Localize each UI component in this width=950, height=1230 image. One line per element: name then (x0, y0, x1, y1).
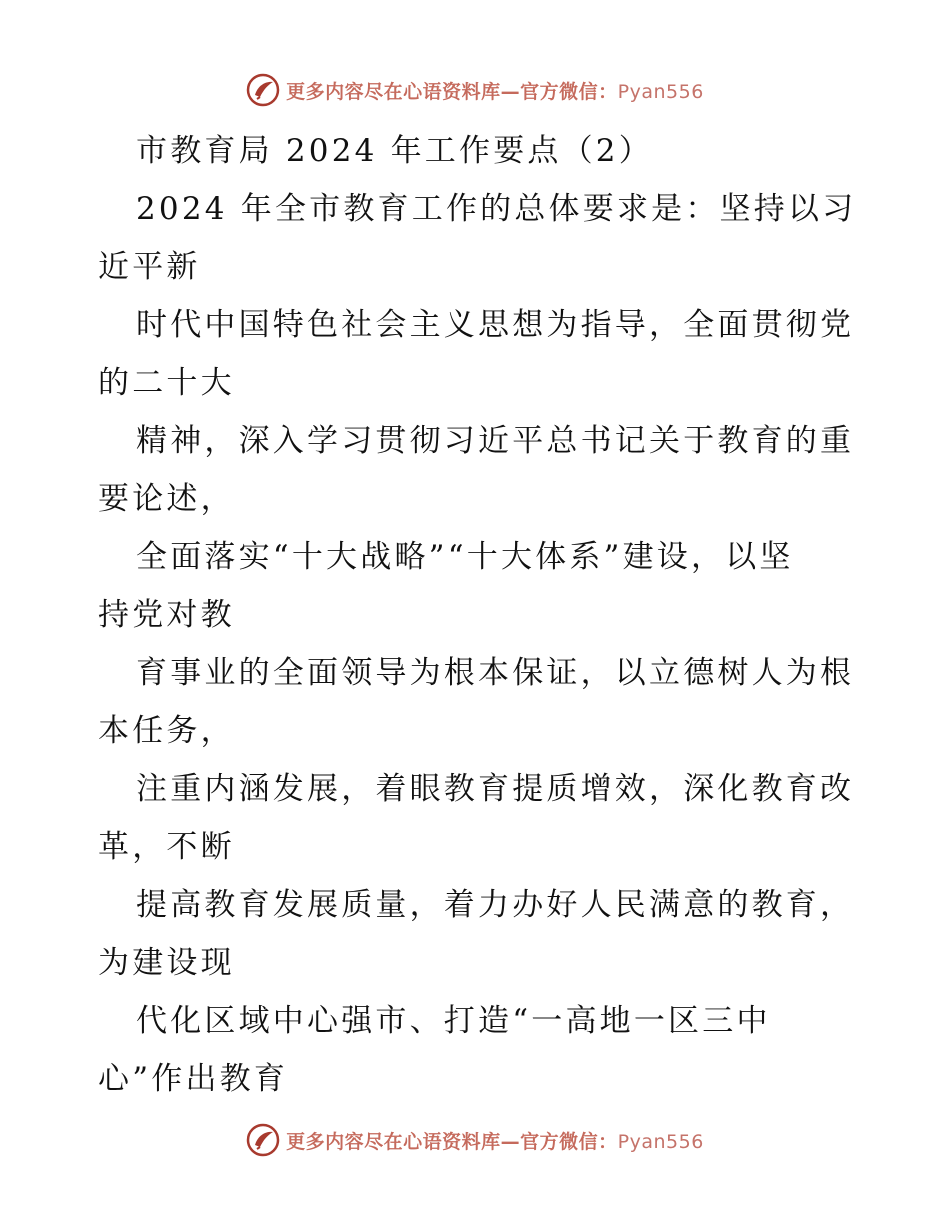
header-banner (0, 70, 950, 110)
footer-banner (0, 1120, 950, 1160)
footer-banner-handle: Pyan556 (617, 1130, 704, 1153)
footer-banner-inner (246, 1123, 704, 1157)
document-line: 2024 年全市教育工作的总体要求是：坚持以习 (136, 191, 857, 227)
document-line: 注重内涵发展，着眼教育提质增效，深化教育改 (136, 771, 855, 807)
document-line: 全面落实“十大战略”“十大体系”建设，以坚 (136, 539, 794, 575)
header-banner-handle: Pyan556 (617, 80, 704, 103)
document-line: 革，不断 (98, 829, 235, 865)
document-line: 持党对教 (98, 597, 235, 633)
header-banner-text: 更多内容尽在心语资料库—官方微信：Pyan556 (286, 80, 704, 103)
document-line: 提高教育发展质量，着力办好人民满意的教育， (136, 887, 855, 923)
document-line: 时代中国特色社会主义思想为指导，全面贯彻党 (136, 307, 855, 343)
brand-logo-icon (246, 1123, 280, 1157)
document-line: 心”作出教育 (98, 1061, 289, 1097)
document-body (98, 122, 858, 1108)
document-line: 本任务， (98, 713, 235, 749)
document-line: 要论述， (98, 481, 235, 517)
document-line: 为建设现 (98, 945, 235, 981)
document-line: 育事业的全面领导为根本保证，以立德树人为根 (136, 655, 855, 691)
document-line: 近平新 (98, 249, 201, 285)
document-line: 代化区域中心强市、打造“一高地一区三中 (136, 1003, 771, 1039)
document-line: 精神，深入学习贯彻习近平总书记关于教育的重 (136, 423, 855, 459)
header-banner-inner (246, 73, 704, 107)
document-line: 市教育局 2024 年工作要点（2） (136, 133, 653, 169)
document-line: 的二十大 (98, 365, 235, 401)
footer-banner-text: 更多内容尽在心语资料库—官方微信：Pyan556 (286, 1130, 704, 1153)
brand-logo-icon (246, 73, 280, 107)
